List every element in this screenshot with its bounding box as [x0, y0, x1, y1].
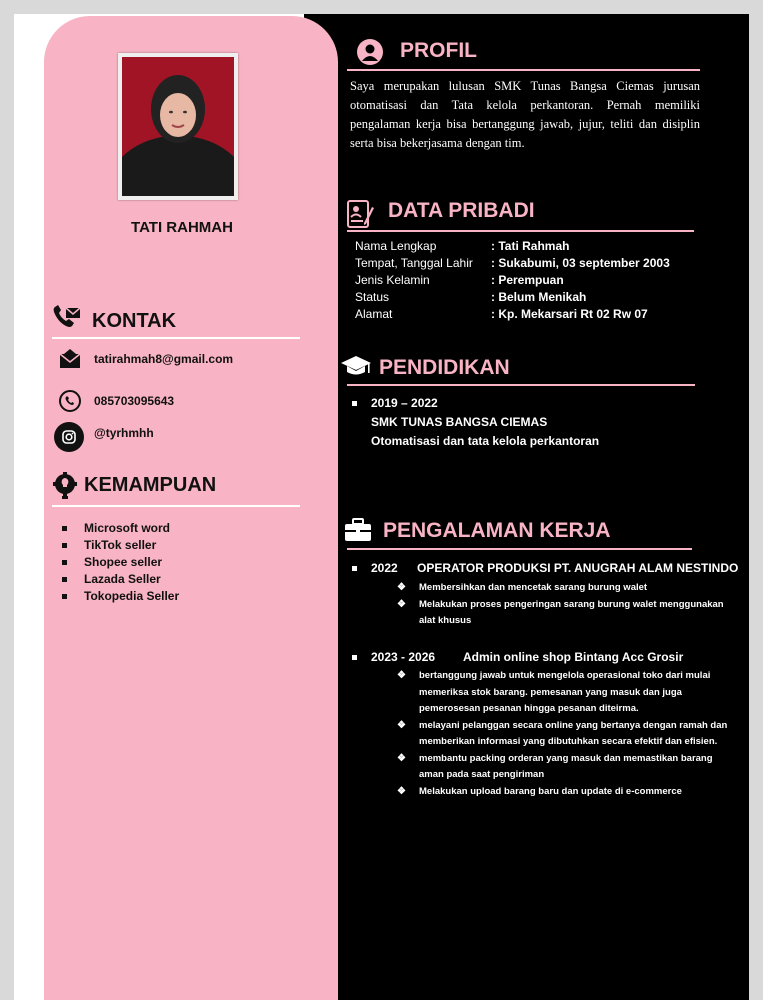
resume-page	[14, 14, 749, 1000]
personal-value: : Sukabumi, 03 september 2003	[491, 256, 670, 270]
profile-title: PROFIL	[400, 39, 477, 62]
job-task: ❖ melayani pelanggan secara online yang bertanya dengan ramah dan	[397, 718, 749, 735]
briefcase-icon	[344, 518, 372, 547]
personal-divider	[347, 230, 694, 232]
personal-row	[355, 306, 695, 323]
profile-divider	[347, 69, 700, 71]
skill-item: Microsoft word	[58, 520, 298, 537]
diamond-bullet-icon: ❖	[397, 752, 406, 764]
job-task-list	[397, 580, 749, 630]
personal-value: : Perempuan	[491, 273, 564, 287]
education-major: Otomatisasi dan tata kelola perkantoran	[371, 434, 600, 448]
phone-mail-icon	[52, 304, 82, 335]
diamond-bullet-icon: ❖	[397, 670, 406, 681]
skill-item: Shopee seller	[58, 554, 298, 571]
skills-title: KEMAMPUAN	[84, 474, 217, 496]
personal-title: DATA PRIBADI	[388, 199, 535, 222]
education-school: SMK TUNAS BANGSA CIEMAS	[371, 415, 548, 429]
instagram-icon	[54, 422, 84, 452]
personal-label: Alamat	[355, 307, 393, 321]
job-bullet	[352, 655, 357, 660]
profile-photo	[118, 53, 238, 200]
personal-value: : Tati Rahmah	[491, 239, 570, 253]
graduation-cap-icon	[340, 354, 372, 385]
email-icon	[58, 348, 82, 377]
personal-label: Status	[355, 290, 390, 304]
contact-title: KONTAK	[92, 310, 177, 332]
experience-divider	[347, 548, 692, 550]
personal-row	[355, 255, 695, 272]
user-icon	[356, 38, 384, 71]
personal-label: Tempat, Tanggal Lahir	[355, 256, 473, 270]
email-text[interactable]: tatirahmah8@gmail.com	[94, 352, 234, 366]
job-task-continued: aman pada saat pengiriman	[419, 769, 545, 780]
job-year: 2023 - 2026	[371, 650, 436, 664]
skills-divider	[52, 505, 300, 507]
diamond-bullet-icon: ❖	[397, 785, 406, 797]
instagram-text[interactable]: @tyrhmhh	[94, 426, 154, 440]
personal-data-table	[355, 238, 695, 323]
skill-item: Lazada Seller	[58, 571, 298, 588]
skills-list	[58, 520, 298, 605]
lightbulb-gear-icon	[52, 472, 78, 505]
education-divider	[347, 384, 695, 386]
experience-title: PENGALAMAN KERJA	[383, 519, 611, 542]
phone-text[interactable]: 085703095643	[94, 394, 175, 408]
education-years: 2019 – 2022	[371, 396, 438, 410]
whatsapp-icon	[59, 390, 81, 412]
personal-row	[355, 272, 695, 289]
personal-value: : Belum Menikah	[491, 290, 587, 304]
job-bullet	[352, 566, 357, 571]
right-panel	[304, 14, 749, 1000]
job-role: OPERATOR PRODUKSI PT. ANUGRAH ALAM NESTINDO	[417, 561, 739, 575]
job-task-continued: memeriksa stok barang. pemesanan yang masuk dan juga	[419, 686, 682, 698]
personal-row	[355, 289, 695, 306]
personal-value: : Kp. Mekarsari Rt 02 Rw 07	[491, 307, 648, 321]
personal-label: Jenis Kelamin	[355, 273, 430, 287]
contact-divider	[52, 337, 300, 339]
education-title: PENDIDIKAN	[379, 356, 510, 379]
education-bullet	[352, 401, 357, 406]
job-task-continued: alat khusus	[419, 615, 472, 626]
job-task: ❖ Membersihkan dan mencetak sarang burung walet	[397, 580, 749, 597]
profile-text: Saya merupakan lulusan SMK Tunas Bangsa Ciemas jurusan otomatisasi dan Tata kelola perkantoran. Pernah memiliki pengalaman kerja bisa bertanggung jawab, jujur, teliti dan disiplin serta bisa bekerjasama dengan tim.	[350, 79, 700, 150]
job-task-list	[397, 668, 749, 800]
skill-item: TikTok seller	[58, 537, 298, 554]
job-task-continued: pemerosesan pesanan hingga pesanan diteirma.	[419, 703, 639, 714]
job-task: ❖ Melakukan upload barang baru dan update di e-commerce	[397, 784, 749, 801]
personal-label: Nama Lengkap	[355, 239, 437, 253]
job-task: ❖ Melakukan proses pengeringan sarang burung walet menggunakan	[397, 597, 749, 614]
diamond-bullet-icon: ❖	[397, 582, 406, 593]
skill-item: Tokopedia Seller	[58, 588, 298, 605]
job-role: Admin online shop Bintang Acc Grosir	[463, 650, 684, 664]
diamond-bullet-icon: ❖	[397, 598, 406, 610]
job-year: 2022	[371, 561, 398, 575]
full-name: TATI RAHMAH	[131, 219, 233, 236]
job-task: ❖ membantu packing orderan yang masuk dan memastikan barang	[397, 751, 749, 768]
job-task: ❖ bertanggung jawab untuk mengelola operasional toko dari mulai	[397, 668, 749, 685]
diamond-bullet-icon: ❖	[397, 719, 406, 731]
job-task-continued: memberikan informasi yang dibutuhkan secara efektif dan efisien.	[419, 736, 718, 747]
personal-row	[355, 238, 695, 255]
